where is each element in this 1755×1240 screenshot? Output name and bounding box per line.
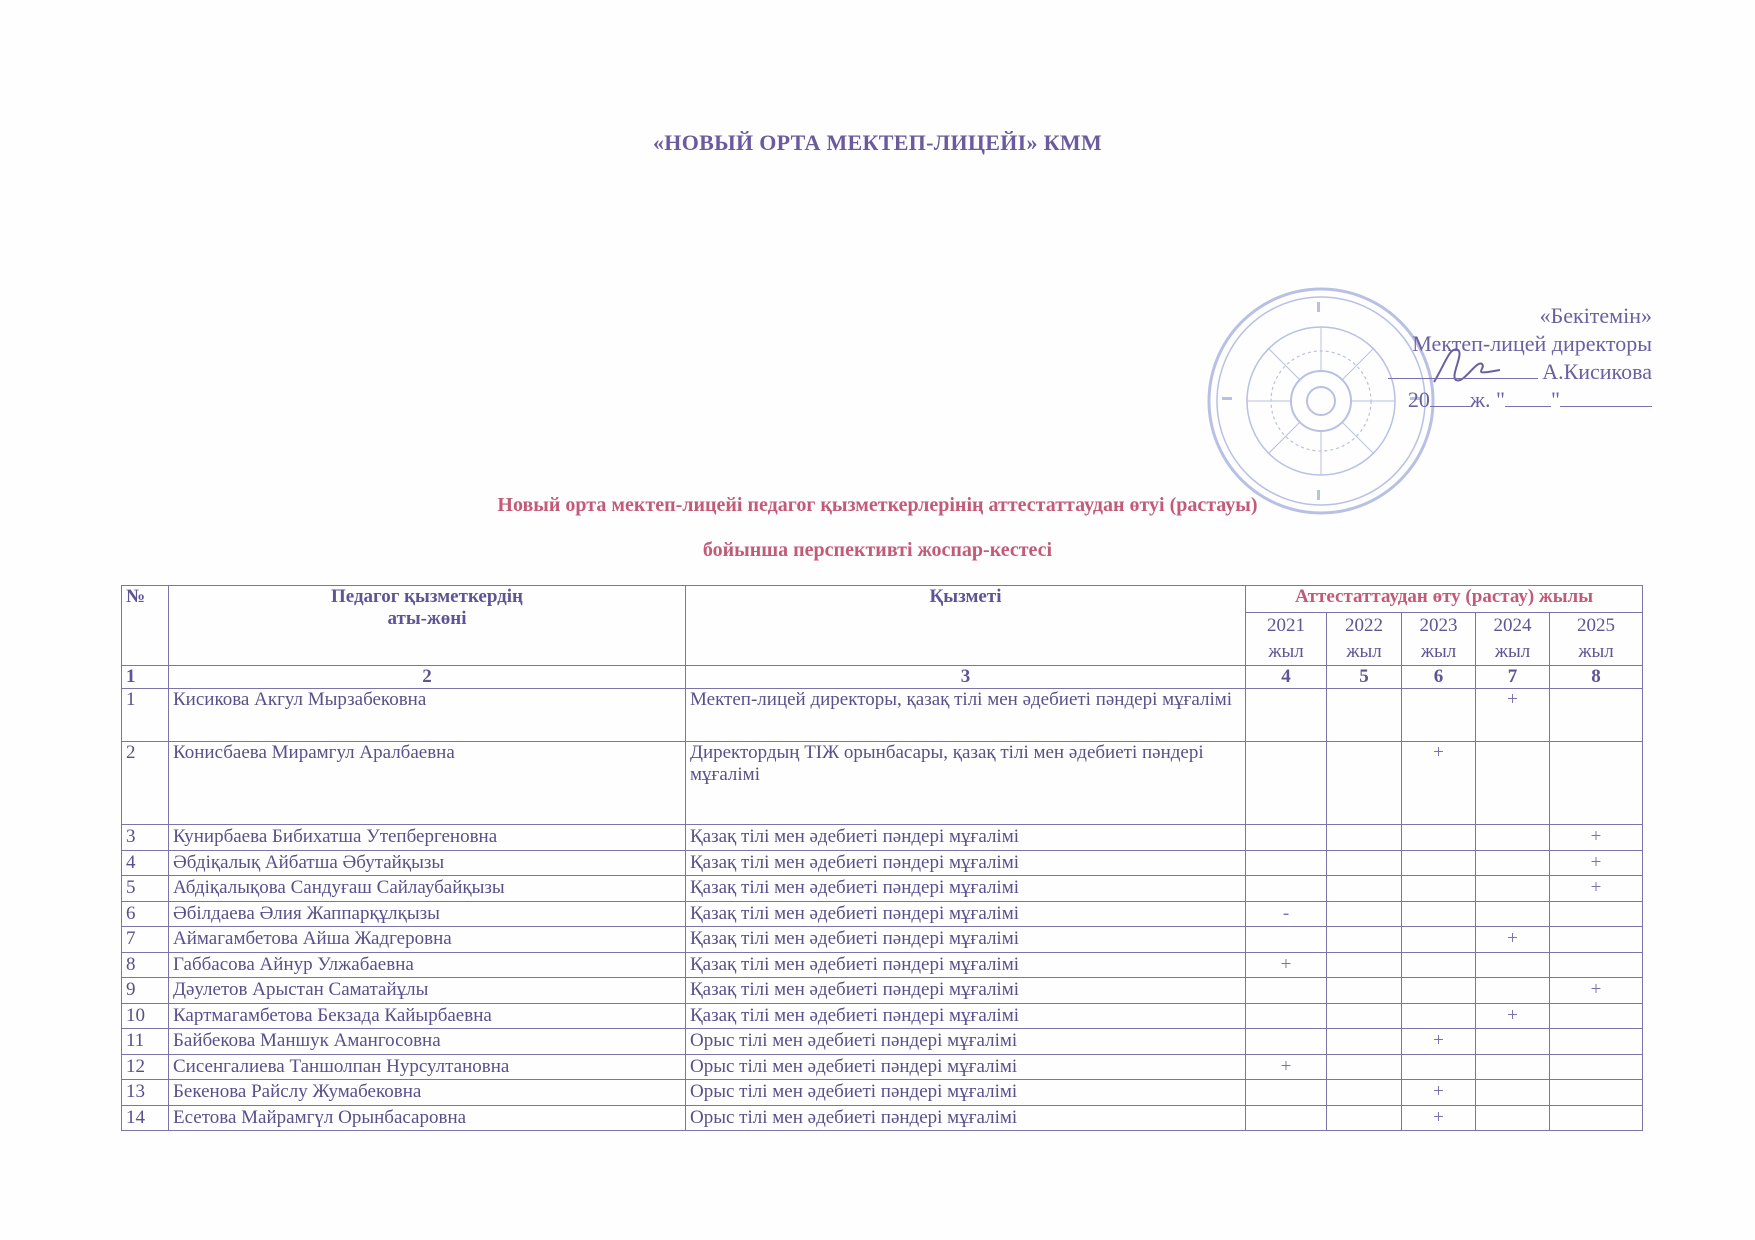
table-row xyxy=(122,1105,1643,1131)
teacher-name: Габбасова Айнур Улжабаевна xyxy=(169,952,686,978)
header-name xyxy=(169,586,686,666)
mark-2025 xyxy=(1550,1080,1643,1106)
mark-2023 xyxy=(1402,1003,1476,1029)
mark-2024 xyxy=(1476,1029,1550,1055)
mark-2022 xyxy=(1327,1054,1402,1080)
mark-2022 xyxy=(1327,689,1402,742)
date-end: " xyxy=(1551,387,1560,412)
mark-2024 xyxy=(1476,1080,1550,1106)
header-year-2025: 2025 жыл xyxy=(1550,613,1643,666)
mark-2025 xyxy=(1550,1029,1643,1055)
table-row xyxy=(122,742,1643,825)
mark-2025: + xyxy=(1550,876,1643,902)
teacher-name: Кисикова Акгул Мырзабековна xyxy=(169,689,686,742)
mark-2021 xyxy=(1246,1003,1327,1029)
teacher-position: Қазақ тілі мен әдебиеті пәндері мұғалімі xyxy=(686,952,1246,978)
approval-heading: «Бекітемін» xyxy=(1539,303,1652,328)
header-year-2022: 2022 жыл xyxy=(1327,613,1402,666)
mark-2021 xyxy=(1246,1029,1327,1055)
mark-2021: + xyxy=(1246,952,1327,978)
mark-2021 xyxy=(1246,876,1327,902)
mark-2023 xyxy=(1402,901,1476,927)
col-number: 2 xyxy=(169,666,686,689)
mark-2021 xyxy=(1246,825,1327,851)
row-number: 14 xyxy=(122,1105,169,1131)
teacher-position: Қазақ тілі мен әдебиеті пәндері мұғалімі xyxy=(686,1003,1246,1029)
mark-2023 xyxy=(1402,1054,1476,1080)
teacher-position: Орыс тілі мен әдебиеті пәндері мұғалімі xyxy=(686,1054,1246,1080)
row-number: 6 xyxy=(122,901,169,927)
table-row xyxy=(122,1003,1643,1029)
mark-2025 xyxy=(1550,689,1643,742)
row-number: 10 xyxy=(122,1003,169,1029)
mark-2022 xyxy=(1327,1080,1402,1106)
header-year-2023: 2023 жыл xyxy=(1402,613,1476,666)
mark-2022 xyxy=(1327,1003,1402,1029)
mark-2021 xyxy=(1246,850,1327,876)
row-number: 7 xyxy=(122,927,169,953)
table-row xyxy=(122,901,1643,927)
mark-2025: + xyxy=(1550,978,1643,1004)
mark-2024: + xyxy=(1476,1003,1550,1029)
row-number: 1 xyxy=(122,689,169,742)
teacher-name: Байбекова Маншук Амангосовна xyxy=(169,1029,686,1055)
mark-2024 xyxy=(1476,742,1550,825)
row-number: 11 xyxy=(122,1029,169,1055)
mark-2022 xyxy=(1327,927,1402,953)
row-number: 13 xyxy=(122,1080,169,1106)
table-row xyxy=(122,927,1643,953)
mark-2023 xyxy=(1402,850,1476,876)
date-mid: ж. " xyxy=(1469,387,1506,412)
teacher-name: Конисбаева Мирамгул Аралбаевна xyxy=(169,742,686,825)
approval-block xyxy=(1388,302,1652,414)
mark-2022 xyxy=(1327,1105,1402,1131)
col-number: 1 xyxy=(122,666,169,689)
mark-2021: + xyxy=(1246,1054,1327,1080)
teacher-position: Қазақ тілі мен әдебиеті пәндері мұғалімі xyxy=(686,901,1246,927)
table-row xyxy=(122,978,1643,1004)
organization-title: «НОВЫЙ ОРТА МЕКТЕП-ЛИЦЕЙІ» КММ xyxy=(652,130,1103,155)
mark-2022 xyxy=(1327,850,1402,876)
mark-2025 xyxy=(1550,1003,1643,1029)
header-year-2024: 2024 жыл xyxy=(1476,613,1550,666)
mark-2024 xyxy=(1476,825,1550,851)
teacher-position: Қазақ тілі мен әдебиеті пәндері мұғалімі xyxy=(686,978,1246,1004)
header-no: № xyxy=(122,586,169,666)
plan-title-line2: бойынша перспективті жоспар-кестесі xyxy=(702,539,1053,561)
mark-2023: + xyxy=(1402,1080,1476,1106)
table-row xyxy=(122,1029,1643,1055)
mark-2021 xyxy=(1246,1105,1327,1131)
mark-2023 xyxy=(1402,876,1476,902)
mark-2025 xyxy=(1550,901,1643,927)
mark-2022 xyxy=(1327,901,1402,927)
row-number: 5 xyxy=(122,876,169,902)
col-number: 7 xyxy=(1476,666,1550,689)
mark-2021 xyxy=(1246,927,1327,953)
mark-2022 xyxy=(1327,1029,1402,1055)
mark-2025: + xyxy=(1550,850,1643,876)
table-row xyxy=(122,952,1643,978)
mark-2022 xyxy=(1327,825,1402,851)
row-number: 9 xyxy=(122,978,169,1004)
mark-2021 xyxy=(1246,1080,1327,1106)
mark-2025 xyxy=(1550,927,1643,953)
row-number: 12 xyxy=(122,1054,169,1080)
teacher-name: Абдіқалықова Сандуғаш Сайлаубайқызы xyxy=(169,876,686,902)
mark-2022 xyxy=(1327,876,1402,902)
approval-date-line xyxy=(1388,386,1652,414)
teacher-position: Қазақ тілі мен әдебиеті пәндері мұғалімі xyxy=(686,850,1246,876)
mark-2023: + xyxy=(1402,1105,1476,1131)
table-row xyxy=(122,689,1643,742)
mark-2024: + xyxy=(1476,927,1550,953)
mark-2021 xyxy=(1246,742,1327,825)
row-number: 2 xyxy=(122,742,169,825)
mark-2024: + xyxy=(1476,689,1550,742)
col-number: 8 xyxy=(1550,666,1643,689)
mark-2023: + xyxy=(1402,1029,1476,1055)
row-number: 8 xyxy=(122,952,169,978)
mark-2021 xyxy=(1246,689,1327,742)
teacher-name: Әбілдаева Әлия Жаппарқұлқызы xyxy=(169,901,686,927)
mark-2025: + xyxy=(1550,825,1643,851)
mark-2024 xyxy=(1476,850,1550,876)
date-prefix: 20 xyxy=(1407,387,1430,412)
teacher-position: Қазақ тілі мен әдебиеті пәндері мұғалімі xyxy=(686,927,1246,953)
teacher-position: Мектеп-лицей директоры, қазақ тілі мен әдебиеті пәндері мұғалімі xyxy=(686,689,1246,742)
teacher-name: Әбдіқалық Айбатша Әбутайқызы xyxy=(169,850,686,876)
table-row xyxy=(122,825,1643,851)
mark-2021 xyxy=(1246,978,1327,1004)
row-number: 3 xyxy=(122,825,169,851)
mark-2025 xyxy=(1550,1054,1643,1080)
mark-2024 xyxy=(1476,952,1550,978)
mark-2022 xyxy=(1327,952,1402,978)
teacher-name: Дәулетов Арыстан Саматайұлы xyxy=(169,978,686,1004)
mark-2024 xyxy=(1476,1054,1550,1080)
teacher-position: Орыс тілі мен әдебиеті пәндері мұғалімі xyxy=(686,1080,1246,1106)
col-number: 3 xyxy=(686,666,1246,689)
teacher-name: Картмагамбетова Бекзада Кайырбаевна xyxy=(169,1003,686,1029)
table-row xyxy=(122,1080,1643,1106)
row-number: 4 xyxy=(122,850,169,876)
header-attestation-year: Аттестаттаудан өту (растау) жылы xyxy=(1246,586,1643,613)
header-year-2021: 2021 жыл xyxy=(1246,613,1327,666)
mark-2025 xyxy=(1550,742,1643,825)
mark-2024 xyxy=(1476,901,1550,927)
header-name-line1: Педагог қызметкердің xyxy=(330,586,524,607)
teacher-name: Есетова Майрамгүл Орынбасаровна xyxy=(169,1105,686,1131)
teacher-name: Сисенгалиева Таншолпан Нурсултановна xyxy=(169,1054,686,1080)
header-name-line2: аты-жөні xyxy=(387,608,467,629)
mark-2022 xyxy=(1327,978,1402,1004)
header-position: Қызметі xyxy=(686,586,1246,666)
approval-position: Мектеп-лицей директоры xyxy=(1412,331,1652,356)
table-row xyxy=(122,1054,1643,1080)
teacher-position: Қазақ тілі мен әдебиеті пәндері мұғалімі xyxy=(686,825,1246,851)
teacher-position: Орыс тілі мен әдебиеті пәндері мұғалімі xyxy=(686,1029,1246,1055)
approval-signer: А.Кисикова xyxy=(1542,359,1652,384)
mark-2024 xyxy=(1476,1105,1550,1131)
mark-2025 xyxy=(1550,952,1643,978)
table-row xyxy=(122,876,1643,902)
mark-2024 xyxy=(1476,978,1550,1004)
mark-2023 xyxy=(1402,978,1476,1004)
teacher-name: Аймагамбетова Айша Жадгеровна xyxy=(169,927,686,953)
table-row xyxy=(122,850,1643,876)
mark-2025 xyxy=(1550,1105,1643,1131)
col-number: 6 xyxy=(1402,666,1476,689)
mark-2023 xyxy=(1402,689,1476,742)
attestation-plan-table xyxy=(121,585,1643,1131)
teacher-position: Орыс тілі мен әдебиеті пәндері мұғалімі xyxy=(686,1105,1246,1131)
approval-signature-line xyxy=(1388,358,1652,386)
teacher-position: Қазақ тілі мен әдебиеті пәндері мұғалімі xyxy=(686,876,1246,902)
mark-2021: - xyxy=(1246,901,1327,927)
mark-2023 xyxy=(1402,927,1476,953)
mark-2023: + xyxy=(1402,742,1476,825)
mark-2023 xyxy=(1402,952,1476,978)
col-number: 4 xyxy=(1246,666,1327,689)
mark-2024 xyxy=(1476,876,1550,902)
teacher-name: Бекенова Райслу Жумабековна xyxy=(169,1080,686,1106)
col-number: 5 xyxy=(1327,666,1402,689)
mark-2023 xyxy=(1402,825,1476,851)
teacher-name: Кунирбаева Бибихатша Утепбергеновна xyxy=(169,825,686,851)
mark-2022 xyxy=(1327,742,1402,825)
teacher-position: Директордың ТІЖ орынбасары, қазақ тілі мен әдебиеті пәндері мұғалімі xyxy=(686,742,1246,825)
plan-title-line1: Новый орта мектеп-лицейі педагог қызметкерлерінің аттестаттаудан өтуі (растауы) xyxy=(497,494,1258,516)
